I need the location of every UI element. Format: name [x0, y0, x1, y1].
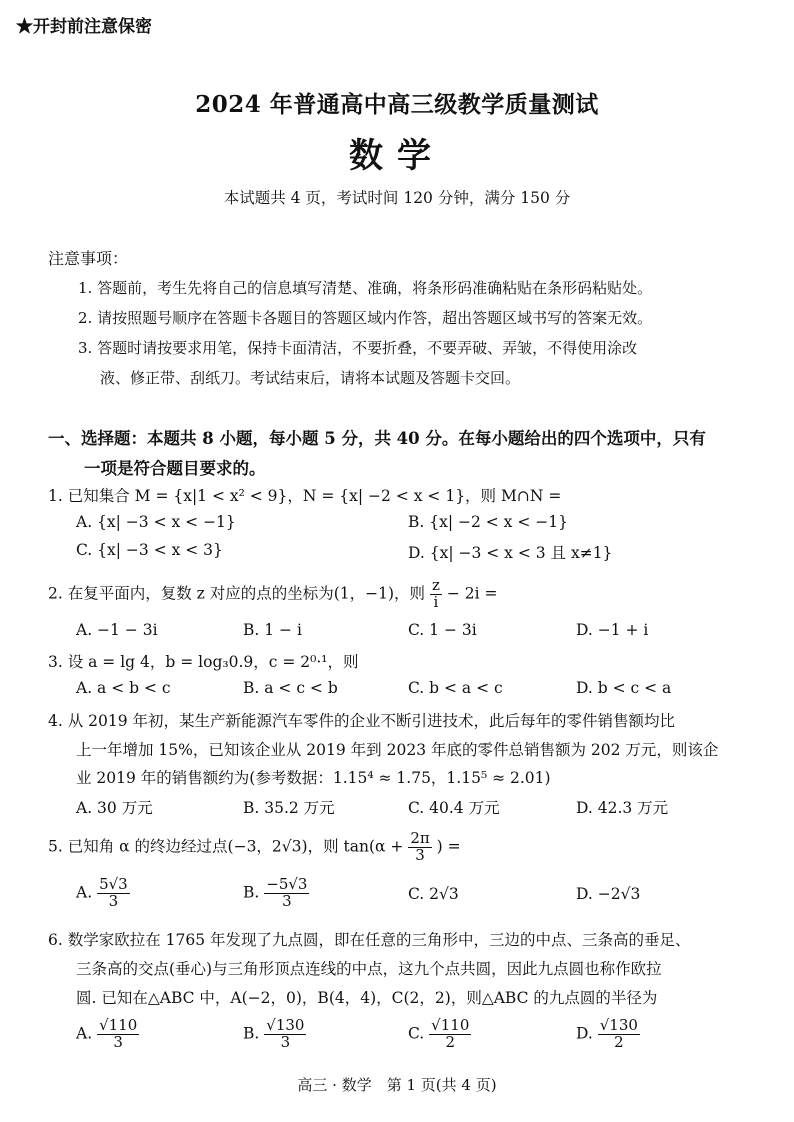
q2-stem — [48, 578, 497, 611]
q6-option-b-num: √130 — [266, 1016, 305, 1034]
q2-frac-num: z — [431, 576, 440, 594]
q5-option-a-den: 3 — [108, 891, 119, 910]
q6-option-b-den: 3 — [280, 1032, 291, 1051]
q5-stem-text: 5. 已知角 α 的终边经过点(−3，2√3)，则 tan(α + — [48, 837, 404, 856]
q4-option-a: A. 30 万元 — [76, 799, 153, 817]
q4-line-2: 上一年增加 15%，已知该企业从 2019 年到 2023 年底的零件总销售额为 202 万元，则该企 — [76, 741, 719, 759]
q1-option-d: D. {x| −3 < x < 3 且 x≠1} — [408, 544, 613, 562]
q2-option-c: C. 1 − 3i — [408, 621, 477, 639]
q3-option-b: B. a < c < b — [243, 679, 338, 697]
confidential-mark: ★开封前注意保密 — [16, 17, 152, 37]
exam-title: 2024 年普通高中高三级教学质量测试 — [195, 91, 599, 118]
q6-option-d-num: √130 — [599, 1016, 638, 1034]
q2-frac-den: i — [433, 592, 439, 611]
q5-frac-num: 2π — [410, 829, 430, 847]
notice-item-1: 1. 答题前，考生先将自己的信息填写清楚、准确，将条形码准确粘贴在条形码粘贴处。 — [78, 279, 653, 297]
q2-option-d: D. −1 + i — [576, 621, 649, 639]
q3-option-d: D. b < c < a — [576, 679, 672, 697]
q5-option-a-label: A. — [76, 883, 93, 902]
exam-info: 本试题共 4 页，考试时间 120 分钟，满分 150 分 — [223, 189, 571, 207]
q5-option-c: C. 2√3 — [408, 885, 459, 903]
q3-stem: 3. 设 a = lg 4，b = log₃0.9，c = 2⁰·¹，则 — [48, 653, 359, 671]
q4-option-c: C. 40.4 万元 — [408, 799, 500, 817]
q6-option-a-den: 3 — [113, 1032, 123, 1051]
q6-line-1: 6. 数学家欧拉在 1765 年发现了九点圆，即在任意的三角形中，三边的中点、三条高的垂足、 — [48, 931, 691, 949]
q5-frac-den: 3 — [415, 845, 425, 864]
q6-option-a-label: A. — [76, 1024, 93, 1043]
notice-item-3: 3. 答题时请按要求用笔，保持卡面清洁，不要折叠，不要弄破、弄皱，不得使用涂改 — [78, 339, 638, 357]
subject-title: 数学 — [349, 136, 445, 176]
q1-stem: 1. 已知集合 M = {x|1 < x² < 9}，N = {x| −2 < x < 1}，则 M∩N = — [48, 487, 562, 505]
q6-option-d — [576, 1018, 640, 1051]
q5-option-b-num: −5√3 — [266, 875, 308, 893]
q6-option-a — [76, 1018, 139, 1051]
q2-option-a: A. −1 − 3i — [76, 621, 158, 639]
q6-option-c — [408, 1018, 471, 1051]
q6-line-3: 圆. 已知在△ABC 中，A(−2，0)，B(4，4)，C(2，2)，则△ABC 的九点圆的半径为 — [76, 989, 658, 1007]
q5-option-a-num: 5√3 — [99, 875, 128, 893]
q5-option-b-den: 3 — [282, 891, 292, 910]
q6-option-c-den: 2 — [445, 1032, 456, 1051]
q2-fraction — [430, 578, 442, 611]
q5-option-a-frac — [97, 877, 130, 910]
q2-stem-post: − 2i = — [446, 584, 498, 603]
notice-item-2: 2. 请按照题号顺序在答题卡各题目的答题区域内作答，超出答题区域书写的答案无效。 — [78, 309, 653, 327]
q1-option-c: C. {x| −3 < x < 3} — [76, 541, 223, 559]
q6-option-a-frac — [97, 1018, 139, 1051]
q1-option-b: B. {x| −2 < x < −1} — [408, 513, 568, 531]
q5-option-b-label: B. — [243, 883, 260, 902]
q6-option-d-label: D. — [576, 1024, 593, 1043]
q6-option-b — [243, 1018, 306, 1051]
notice-item-3-cont: 液、修正带、刮纸刀。考试结束后，请将本试题及答题卡交回。 — [100, 369, 521, 387]
q5-stem — [48, 831, 461, 864]
q5-stem-post: ) = — [436, 837, 461, 856]
q2-stem-text: 2. 在复平面内，复数 z 对应的点的坐标为(1，−1)，则 — [48, 584, 426, 603]
q6-option-c-frac — [429, 1018, 471, 1051]
q6-option-d-den: 2 — [614, 1032, 624, 1051]
q6-option-c-label: C. — [408, 1024, 425, 1043]
q4-line-3: 业 2019 年的销售额约为(参考数据：1.15⁴ ≈ 1.75，1.15⁵ ≈ 2.01) — [76, 769, 551, 787]
q6-option-b-frac — [264, 1018, 306, 1051]
page-footer: 高三 · 数学 第 1 页(共 4 页) — [297, 1076, 497, 1094]
q5-fraction — [408, 831, 431, 864]
q5-option-d: D. −2√3 — [576, 885, 641, 903]
q6-line-2: 三条高的交点(垂心)与三角形顶点连线的中点，这九个点共圆，因此九点圆也称作欧拉 — [76, 960, 662, 978]
q5-option-b-frac — [264, 877, 309, 910]
q2-option-b: B. 1 − i — [243, 621, 302, 639]
q5-option-a — [76, 877, 130, 910]
section-heading-cont: 一项是符合题目要求的。 — [84, 459, 266, 478]
q6-option-c-num: √110 — [431, 1016, 470, 1034]
q6-option-b-label: B. — [243, 1024, 260, 1043]
q1-option-a: A. {x| −3 < x < −1} — [76, 513, 236, 531]
q6-option-a-num: √110 — [99, 1016, 138, 1034]
q4-option-d: D. 42.3 万元 — [576, 799, 669, 817]
notice-heading: 注意事项： — [48, 249, 129, 268]
q3-option-a: A. a < b < c — [76, 679, 171, 697]
q4-option-b: B. 35.2 万元 — [243, 799, 335, 817]
q5-option-b — [243, 877, 309, 910]
q6-option-d-frac — [598, 1018, 640, 1051]
section-heading: 一、选择题：本题共 8 小题，每小题 5 分，共 40 分。在每小题给出的四个选项中，只有 — [48, 429, 706, 448]
q3-option-c: C. b < a < c — [408, 679, 503, 697]
q4-line-1: 4. 从 2019 年初，某生产新能源汽车零件的企业不断引进技术，此后每年的零件销售额均比 — [48, 712, 676, 730]
